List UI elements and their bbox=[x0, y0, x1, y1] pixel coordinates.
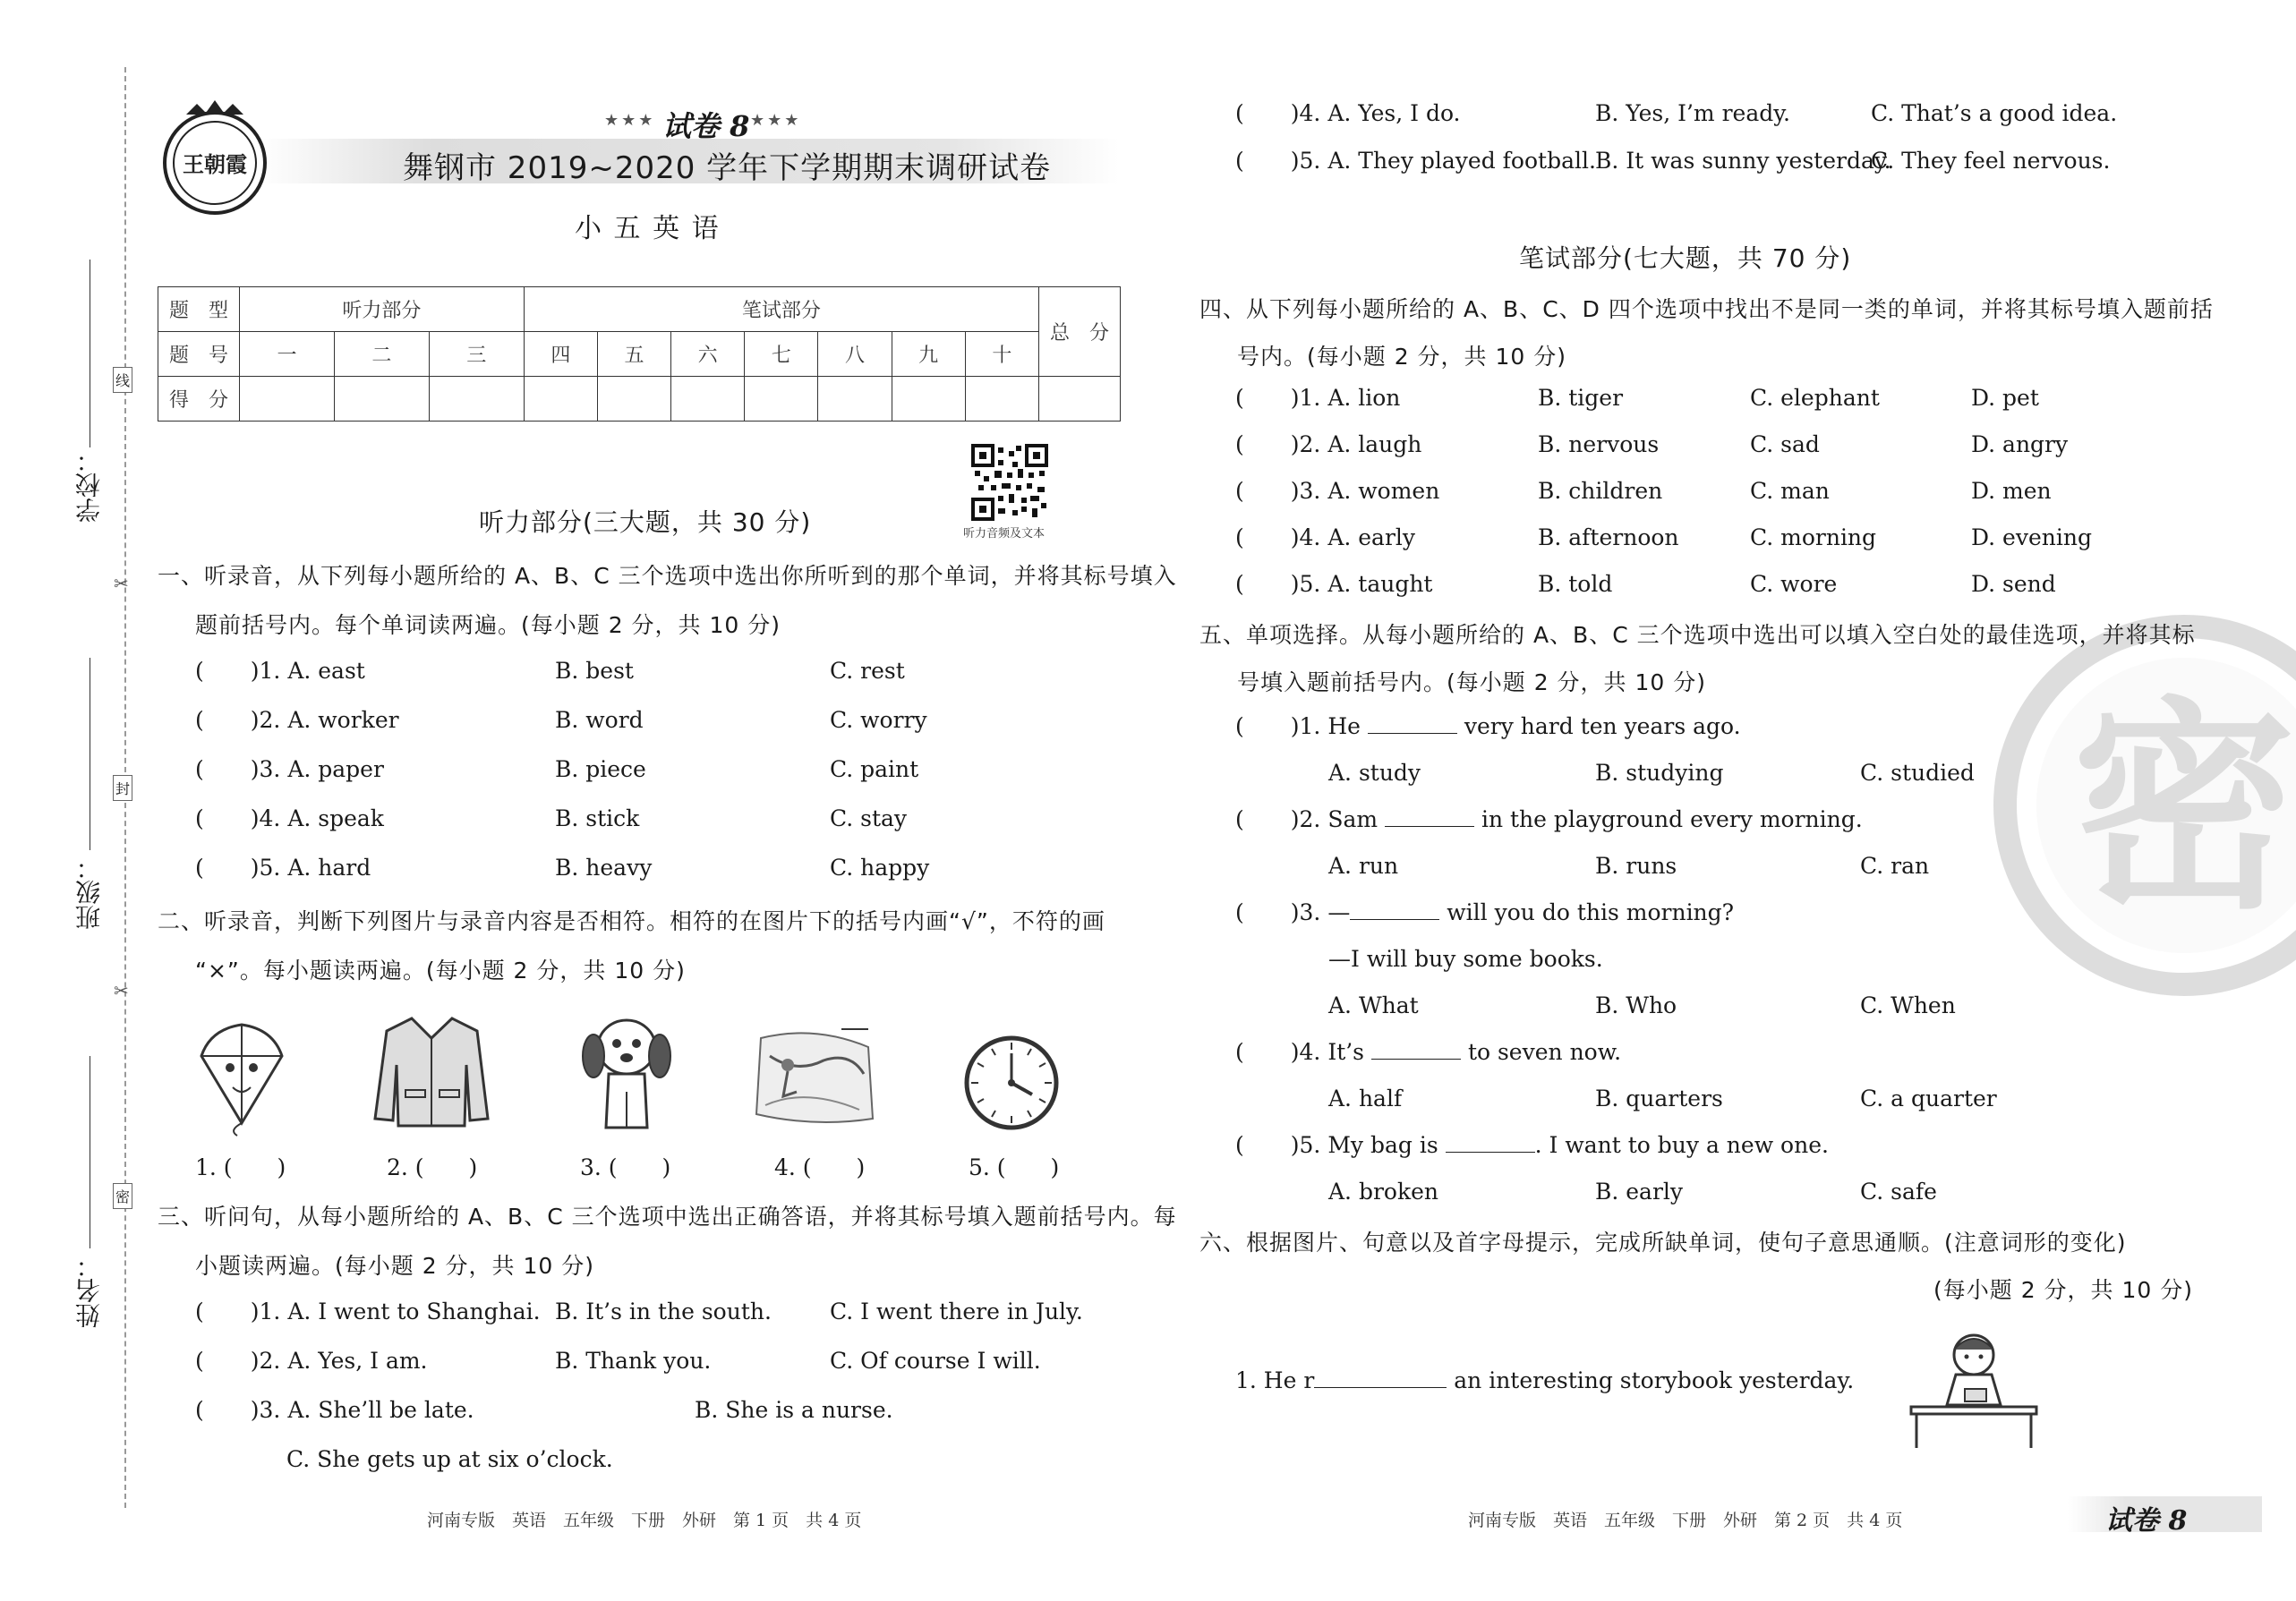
section4-instruction: 号内。(每小题 2 分，共 10 分) bbox=[1237, 344, 1567, 370]
answer-blank[interactable] bbox=[1368, 713, 1457, 734]
option-c: C. morning bbox=[1750, 524, 1877, 550]
section5-instruction: 五、单项选择。从每小题所给的 A、B、C 三个选项中选出可以填入空白处的最佳选项，并将其标 bbox=[1199, 622, 2196, 648]
section5-instruction: 号填入题前括号内。(每小题 2 分，共 10 分) bbox=[1237, 669, 1707, 695]
score-table bbox=[158, 286, 1121, 422]
option-c: C. ran bbox=[1860, 853, 1930, 879]
seal-text: 密 bbox=[2072, 678, 2296, 939]
option-d: D. pet bbox=[1971, 385, 2039, 411]
table-cell: 三 bbox=[429, 332, 524, 377]
option-a: A. study bbox=[1328, 760, 1421, 786]
jacket-picture bbox=[371, 1011, 492, 1136]
option-b: B. tiger bbox=[1538, 385, 1624, 411]
logo-text: 王朝霞 bbox=[183, 151, 247, 177]
option-c: C. safe bbox=[1860, 1179, 1937, 1205]
table-cell: 题 号 bbox=[158, 332, 240, 377]
option-b: B. best bbox=[555, 658, 634, 684]
option-c: C. sad bbox=[1750, 431, 1820, 457]
table-cell: 九 bbox=[892, 332, 965, 377]
picture-answer-4[interactable]: 4. ( ) bbox=[774, 1154, 866, 1180]
score-cell[interactable] bbox=[597, 377, 670, 422]
section4-instruction: 四、从下列每小题所给的 A、B、C、D 四个选项中找出不是同一类的单词，并将其标号填入题前括 bbox=[1199, 296, 2214, 322]
list-item: ( )1. A. lion bbox=[1235, 385, 1401, 411]
picture-answer-3[interactable]: 3. ( ) bbox=[580, 1154, 671, 1180]
list-item: ( )4. It’s to seven now. bbox=[1235, 1039, 1622, 1065]
score-cell[interactable] bbox=[965, 377, 1038, 422]
fill-in-sentence: 1. He r an interesting storybook yesterday. bbox=[1235, 1367, 1855, 1393]
option-c: C. studied bbox=[1860, 760, 1975, 786]
table-cell: 得 分 bbox=[158, 377, 240, 422]
dog-picture bbox=[577, 1011, 676, 1140]
list-item: ( )5. A. taught bbox=[1235, 571, 1433, 597]
score-cell[interactable] bbox=[524, 377, 597, 422]
table-cell: 一 bbox=[240, 332, 335, 377]
name-label: 姓名： bbox=[74, 1253, 104, 1328]
option-b: B. told bbox=[1538, 571, 1613, 597]
table-cell: 四 bbox=[524, 332, 597, 377]
secret-seal-watermark bbox=[1992, 617, 2296, 993]
class-label: 班级： bbox=[74, 855, 104, 930]
answer-blank[interactable] bbox=[1371, 1039, 1461, 1060]
picture-answer-1[interactable]: 1. ( ) bbox=[195, 1154, 286, 1180]
list-item: ( )1. He very hard ten years ago. bbox=[1235, 713, 1741, 739]
table-cell: 七 bbox=[745, 332, 818, 377]
option-c: C. wore bbox=[1750, 571, 1838, 597]
option-c: C. paint bbox=[830, 756, 919, 782]
section3-instruction: 小题读两遍。(每小题 2 分，共 10 分) bbox=[195, 1253, 595, 1279]
list-item: ( )1. A. I went to Shanghai. bbox=[195, 1299, 541, 1324]
option-b: B. It was sunny yesterday. bbox=[1595, 148, 1891, 174]
writing-title: 笔试部分(七大题，共 70 分) bbox=[1519, 243, 1852, 273]
option-b: B. early bbox=[1595, 1179, 1684, 1205]
option-b: B. Who bbox=[1595, 992, 1677, 1018]
list-item: ( )3. — will you do this morning? bbox=[1235, 899, 1735, 925]
score-cell[interactable] bbox=[671, 377, 745, 422]
section3-instruction: 三、听问句，从每小题所给的 A、B、C 三个选项中选出正确答语，并将其标号填入题前括号内。每 bbox=[158, 1204, 1177, 1230]
option-b: B. nervous bbox=[1538, 431, 1660, 457]
score-cell[interactable] bbox=[892, 377, 965, 422]
section1-instruction: 一、听录音，从下列每小题所给的 A、B、C 三个选项中选出你所听到的那个单词，并将其标号填入 bbox=[158, 563, 1177, 589]
list-item: ( )2. A. worker bbox=[195, 707, 399, 733]
list-item: ( )2. A. laugh bbox=[1235, 431, 1422, 457]
school-label: 学校： bbox=[74, 447, 104, 523]
exam-title: 舞钢市 2019~2020 学年下学期期末调研试卷 bbox=[403, 150, 1052, 186]
kite-picture bbox=[192, 1016, 291, 1140]
list-item: ( )4. A. early bbox=[1235, 524, 1416, 550]
logo bbox=[159, 98, 271, 224]
option-c: C. They feel nervous. bbox=[1871, 148, 2111, 174]
option-c: C. elephant bbox=[1750, 385, 1880, 411]
option-b: B. afternoon bbox=[1538, 524, 1679, 550]
list-item: ( )3. A. women bbox=[1235, 478, 1440, 504]
list-item: ( )2. A. Yes, I am. bbox=[195, 1348, 428, 1374]
table-cell: 五 bbox=[597, 332, 670, 377]
picture-answer-5[interactable]: 5. ( ) bbox=[969, 1154, 1060, 1180]
badge-stars-left: ★★★ bbox=[604, 111, 656, 130]
option-c: C. Of course I will. bbox=[830, 1348, 1041, 1374]
table-cell: 总 分 bbox=[1039, 287, 1121, 377]
section2-instruction: “×”。每小题读两遍。(每小题 2 分，共 10 分) bbox=[195, 958, 686, 984]
dialog-reply: —I will buy some books. bbox=[1328, 946, 1603, 972]
list-item: ( )3. A. She’ll be late. bbox=[195, 1397, 474, 1423]
option-c: C. stay bbox=[830, 805, 908, 831]
option-b: B. runs bbox=[1595, 853, 1677, 879]
option-d: D. angry bbox=[1971, 431, 2069, 457]
answer-blank[interactable] bbox=[1446, 1132, 1535, 1153]
listening-title: 听力部分(三大题，共 30 分) bbox=[479, 507, 812, 537]
list-item: ( )5. A. They played football. bbox=[1235, 148, 1596, 174]
option-c: C. When bbox=[1860, 992, 1956, 1018]
option-b: B. It’s in the south. bbox=[555, 1299, 772, 1324]
option-c: C. happy bbox=[830, 855, 930, 881]
option-b: B. stick bbox=[555, 805, 640, 831]
qr-caption: 听力音频及文本 bbox=[963, 527, 1046, 541]
footer-right: 河南专版 英语 五年级 下册 外研 第 2 页 共 4 页 bbox=[1468, 1511, 1903, 1530]
list-item: ( )4. A. Yes, I do. bbox=[1235, 100, 1461, 126]
score-cell[interactable] bbox=[818, 377, 892, 422]
option-b: B. children bbox=[1538, 478, 1663, 504]
beach-scene-picture bbox=[752, 1020, 877, 1136]
list-item: ( )5. My bag is . I want to buy a new one. bbox=[1235, 1132, 1829, 1158]
answer-blank[interactable] bbox=[1385, 806, 1474, 827]
clock-picture bbox=[962, 1034, 1061, 1136]
score-cell[interactable] bbox=[1039, 377, 1121, 422]
answer-blank[interactable] bbox=[1314, 1367, 1447, 1388]
score-cell[interactable] bbox=[240, 377, 335, 422]
scissors-icon: ✂ bbox=[114, 980, 129, 1001]
option-a: A. broken bbox=[1328, 1179, 1438, 1205]
option-b: B. studying bbox=[1595, 760, 1724, 786]
corner-badge: 试卷 8 bbox=[2105, 1505, 2188, 1537]
list-item: ( )3. A. paper bbox=[195, 756, 384, 782]
exam-subtitle: 小 五 英 语 bbox=[575, 213, 721, 244]
option-b: B. heavy bbox=[555, 855, 653, 881]
picture-answer-2[interactable]: 2. ( ) bbox=[387, 1154, 478, 1180]
option-c: C. She gets up at six o’clock. bbox=[286, 1446, 613, 1472]
option-b: B. quarters bbox=[1595, 1086, 1723, 1111]
list-item: ( )4. A. speak bbox=[195, 805, 384, 831]
option-a: A. What bbox=[1328, 992, 1419, 1018]
seal-char-xian: 线 bbox=[113, 367, 132, 393]
table-cell: 笔试部分 bbox=[524, 287, 1038, 332]
list-item: ( )1. A. east bbox=[195, 658, 365, 684]
list-item: ( )2. Sam in the playground every morning. bbox=[1235, 806, 1863, 832]
option-d: D. send bbox=[1971, 571, 2056, 597]
exam-badge: 试卷 8 bbox=[662, 109, 750, 143]
option-c: C. I went there in July. bbox=[830, 1299, 1083, 1324]
option-d: D. men bbox=[1971, 478, 2052, 504]
option-a: A. half bbox=[1328, 1086, 1403, 1111]
badge-stars-right: ★★★ bbox=[750, 111, 802, 130]
score-cell[interactable] bbox=[334, 377, 429, 422]
option-c: C. rest bbox=[830, 658, 905, 684]
table-cell: 八 bbox=[818, 332, 892, 377]
option-b: B. She is a nurse. bbox=[695, 1397, 893, 1423]
table-cell: 题 型 bbox=[158, 287, 240, 332]
option-c: C. That’s a good idea. bbox=[1871, 100, 2118, 126]
qr-code-icon[interactable] bbox=[971, 444, 1048, 521]
option-a: A. run bbox=[1328, 853, 1399, 879]
section2-instruction: 二、听录音，判断下列图片与录音内容是否相符。相符的在图片下的括号内画“√”，不符的画 bbox=[158, 908, 1105, 934]
table-cell: 六 bbox=[671, 332, 745, 377]
option-b: B. Yes, I’m ready. bbox=[1595, 100, 1790, 126]
answer-blank[interactable] bbox=[1350, 899, 1439, 920]
table-cell: 二 bbox=[334, 332, 429, 377]
score-cell[interactable] bbox=[429, 377, 524, 422]
footer-left: 河南专版 英语 五年级 下册 外研 第 1 页 共 4 页 bbox=[427, 1511, 862, 1530]
boy-reading-picture bbox=[1902, 1324, 2045, 1453]
table-cell: 听力部分 bbox=[240, 287, 525, 332]
option-c: C. man bbox=[1750, 478, 1830, 504]
seal-char-mi: 密 bbox=[113, 1183, 132, 1209]
table-cell: 十 bbox=[965, 332, 1038, 377]
option-d: D. evening bbox=[1971, 524, 2092, 550]
section1-instruction: 题前括号内。每个单词读两遍。(每小题 2 分，共 10 分) bbox=[195, 612, 781, 638]
option-b: B. piece bbox=[555, 756, 646, 782]
option-c: C. a quarter bbox=[1860, 1086, 1997, 1111]
scissors-icon: ✂ bbox=[114, 573, 129, 594]
seal-char-feng: 封 bbox=[113, 775, 132, 801]
section6-points: (每小题 2 分，共 10 分) bbox=[1933, 1277, 2194, 1303]
option-b: B. word bbox=[555, 707, 644, 733]
option-b: B. Thank you. bbox=[555, 1348, 712, 1374]
list-item: ( )5. A. hard bbox=[195, 855, 371, 881]
option-c: C. worry bbox=[830, 707, 927, 733]
score-cell[interactable] bbox=[745, 377, 818, 422]
section6-instruction: 六、根据图片、句意以及首字母提示，完成所缺单词，使句子意思通顺。(注意词形的变化) bbox=[1199, 1230, 2127, 1256]
